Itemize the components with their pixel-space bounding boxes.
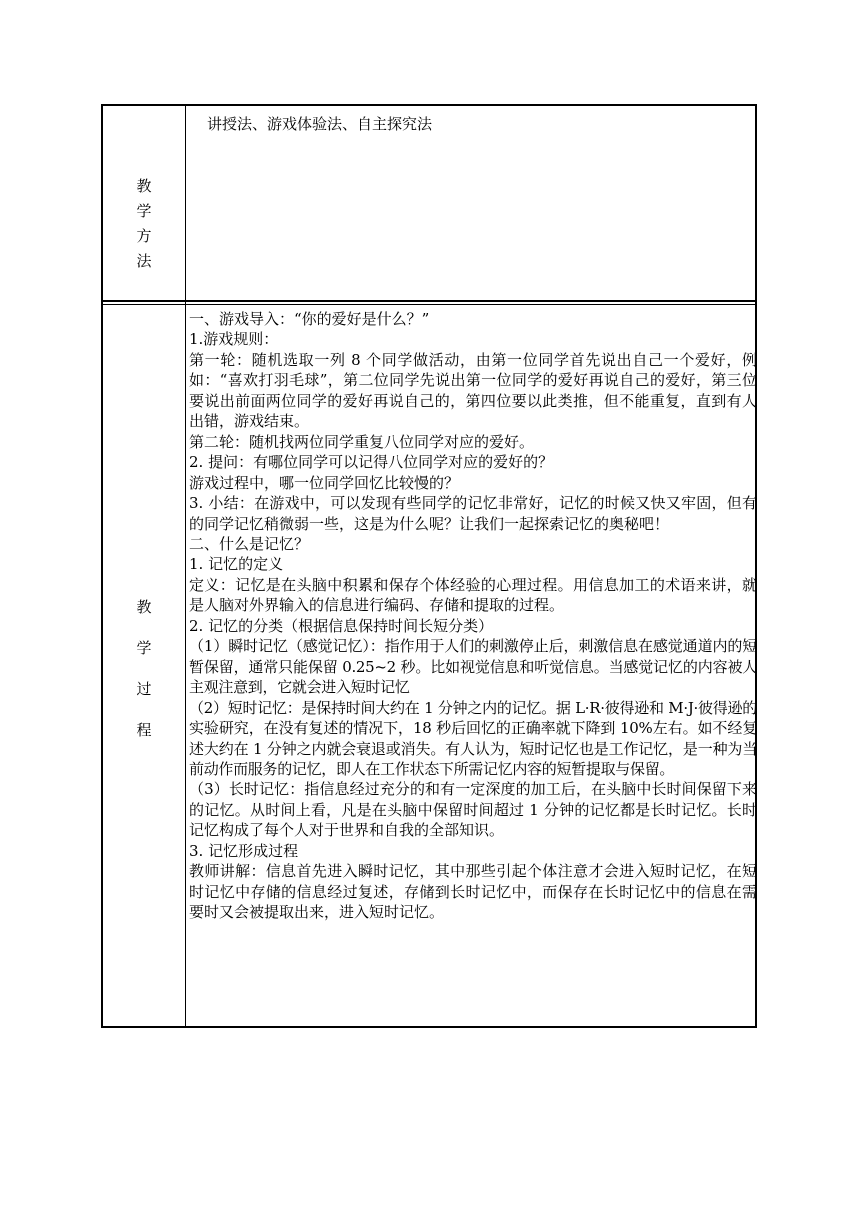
column-divider xyxy=(185,106,186,1026)
label-char: 学 xyxy=(136,202,152,220)
row-divider xyxy=(103,300,755,302)
teaching-method-content: 讲授法、游戏体验法、自主探究法 xyxy=(207,115,433,133)
label-char: 程 xyxy=(136,721,152,739)
paragraph: 2. 提问：有哪位同学可以记得八位同学对应的爱好的？ xyxy=(189,453,554,472)
paragraph: 教师讲解：信息首先进入瞬时记忆，其中那些引起个体注意才会进入短时记忆，在短时记忆中存储的信息经过复述，存储到长时记忆中，而保存在长时记忆中的信息在需要时又会被提取出来，进入短时记忆。 xyxy=(189,862,757,922)
paragraph: 3. 小结：在游戏中，可以发现有些同学的记忆非常好，记忆的时候又快又牢固，但有的同学记忆稍微弱一些，这是为什么呢？让我们一起探索记忆的奥秘吧！ xyxy=(189,494,757,533)
paragraph: 1. 记忆的定义 xyxy=(189,555,284,574)
paragraph: 定义：记忆是在头脑中积累和保存个体经验的心理过程。用信息加工的术语来讲，就是人脑对外界输入的信息进行编码、存储和提取的过程。 xyxy=(189,575,757,615)
label-char: 教 xyxy=(136,598,152,616)
label-char: 方 xyxy=(136,227,152,245)
teaching-process-label xyxy=(103,587,185,751)
section-heading: 二、什么是记忆？ xyxy=(189,534,310,553)
lesson-plan-table xyxy=(101,104,757,1028)
paragraph: 第一轮：随机选取一列 8 个同学做活动，由第一位同学首先说出自己一个爱好，例如：“喜欢打羽毛球”，第二位同学先说出第一位同学的爱好再说自己的爱好，第三位要说出前面两位同学的爱好再说自己的，第四位要以此类推，但不能重复，直到有人出错，游戏结束。 xyxy=(189,350,757,431)
paragraph: 1.游戏规则： xyxy=(189,330,279,349)
paragraph: （2）短时记忆：是保持时间大约在 1 分钟之内的记忆。据 L·R·彼得逊和 M·J·彼得逊的实验研究，在没有复述的情况下，18 秒后回忆的正确率就下降到 10%左右。如不经复述大约在 1 分钟之内就会衰退或消失。有人认为，短时记忆也是工作记忆，是一种为当前动作而服务的记忆，即人在工作状态下所需记忆内容的短暂提取与保留。 xyxy=(189,698,757,778)
label-char: 法 xyxy=(136,252,152,270)
paragraph: 第二轮：随机找两位同学重复八位同学对应的爱好。 xyxy=(189,432,535,451)
row-divider-inner xyxy=(103,304,755,305)
paragraph: 3. 记忆形成过程 xyxy=(189,841,299,860)
section-heading: 一、游戏导入：“你的爱好是什么？” xyxy=(189,310,430,328)
label-char: 过 xyxy=(136,680,152,698)
label-char: 学 xyxy=(136,639,152,657)
paragraph: （1）瞬时记忆（感觉记忆）：指作用于人们的刺激停止后，刺激信息在感觉通道内的短暂保留，通常只能保留 0.25~2 秒。比如视觉信息和听觉信息。当感觉记忆的内容被人主观注意到，它就会进入短时记忆 xyxy=(189,637,757,697)
label-char: 教 xyxy=(136,177,152,195)
teaching-method-label xyxy=(103,174,185,274)
paragraph: 游戏过程中，哪一位同学回忆比较慢的？ xyxy=(189,473,460,492)
teaching-process-content xyxy=(189,309,757,923)
paragraph: 2. 记忆的分类（根据信息保持时间长短分类） xyxy=(189,616,494,635)
paragraph: （3）长时记忆：指信息经过充分的和有一定深度的加工后，在头脑中长时间保留下来的记忆。从时间上看，凡是在头脑中保留时间超过 1 分钟的记忆都是长时记忆。长时记忆构成了每个人对于世界和自我的全部知识。 xyxy=(189,780,757,840)
